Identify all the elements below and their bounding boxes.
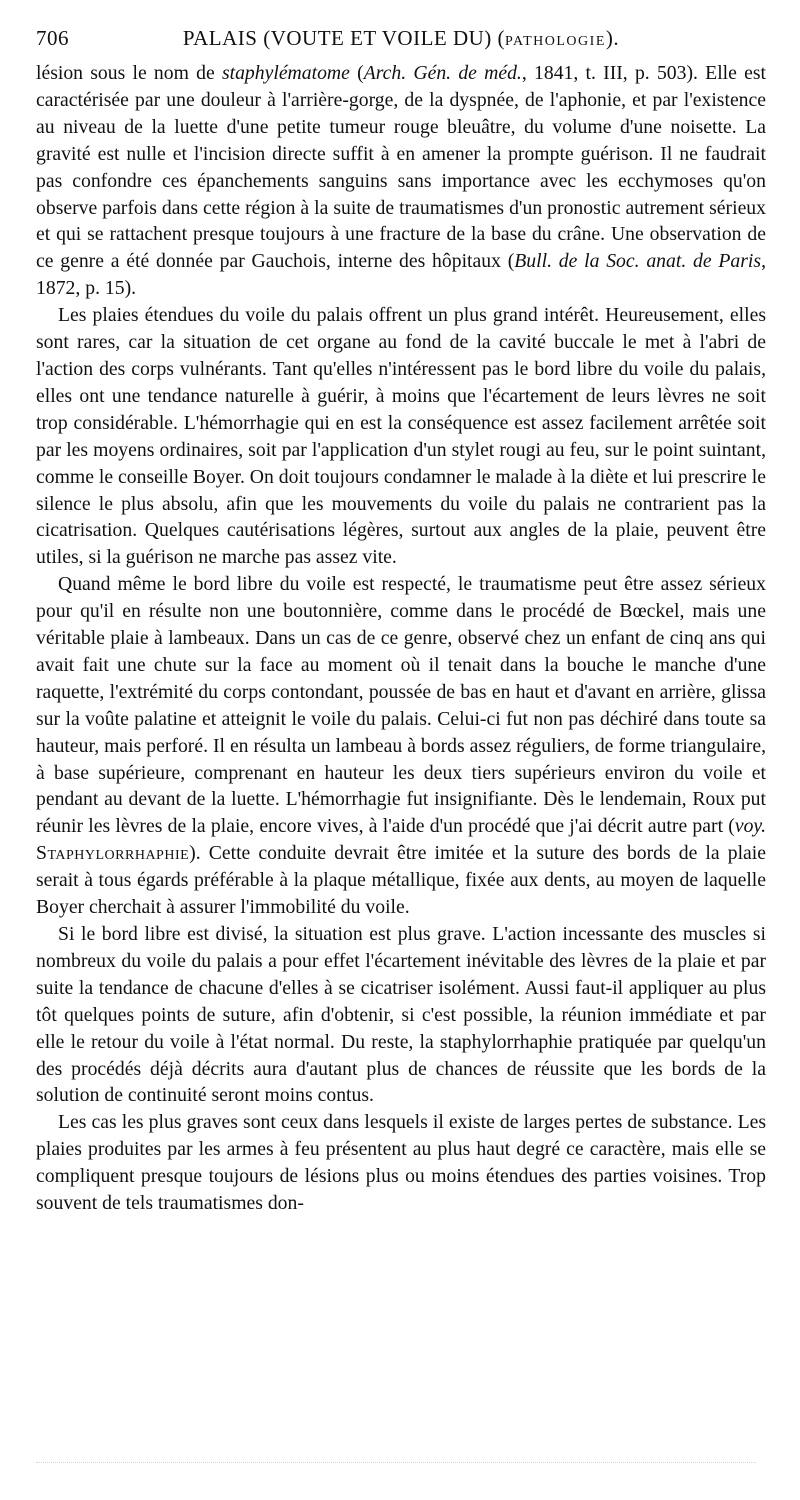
paragraph-1-text-g: , 1872, p. 15).: [36, 250, 766, 300]
page-number: 706: [36, 26, 69, 50]
paragraph-3: [36, 571, 766, 921]
paragraph-3-text-a: Quand même le bord libre du voile est respecté, le traumatisme peut être assez sérieux pour qu'il en résulte non une boutonnière, comme dans le procédé de Bœckel, mais une véritable plaie à lambeaux. Dans un cas de ce genre, observé chez un enfant de cinq ans qui avait fait une chute sur la face au moment où il tenait dans la bouche le manche d'une raquette, l'extrémité du corps contondant, poussée de bas en haut et d'avant en arrière, glissa sur la voûte palatine et atteignit le voile du palais. Celui-ci fut non pas déchiré dans toute sa hauteur, mais perforé. Il en résulta un lambeau à bords assez réguliers, de forme triangulaire, à base supérieure, comprenant en hauteur les deux tiers supérieurs environ du voile et pendant au devant de la luette. L'hémorrhagie fut insignifiante. Dès le lendemain, Roux put réunir les lèvres de la plaie, encore vives, à l'aide d'un procédé que j'ai décrit autre part (: [36, 573, 766, 838]
paragraph-4: Si le bord libre est divisé, la situation est plus grave. L'action incessante des muscles si nombreux du voile du palais a pour effet l'écartement inévitable des lèvres de la plaie et par suite la tendance de chacune d'elles à se cicatriser isolément. Aussi faut-il appliquer au plus tôt quelques points de suture, afin d'obtenir, si c'est possible, la réunion immédiate et par elle le retour du voile à l'état normal. Du reste, la staphylorrhaphie pratiquée par quelqu'un des procédés déjà décrits aura d'autant plus de chances de réussite que les bords de la solution de continuité seront moins contus.: [36, 923, 766, 1107]
body-text: [36, 60, 766, 1217]
header-title-close: ).: [605, 26, 620, 50]
paragraph-2: Les plaies étendues du voile du palais offrent un plus grand intérêt. Heureusement, elles sont rares, car la situation de cet organe au fond de la cavité buccale le met à l'abri de l'action des corps vulnérants. Tant qu'elles n'intéressent pas le bord libre du voile du palais, elles ont une tendance naturelle à guérir, à moins que l'écartement de leurs lèvres ne soit trop considérable. L'hémorrhagie qui en est la conséquence est assez facilement arrêtée soit par les moyens ordinaires, soit par l'application d'un stylet rougi au feu, sur le point suintant, comme le conseille Boyer. On doit toujours condamner le malade à la diète et lui prescrire le silence le plus absolu, afin que les mouvements du voile du palais ne contrarient pas la cicatrisation. Quelques cautérisations légères, surtout aux angles de la plaie, peuvent être utiles, si la guérison ne marche pas assez vite.: [36, 304, 766, 569]
paragraph-1: [36, 60, 766, 302]
term-staphylematome: staphylématome: [221, 62, 350, 84]
cross-reference-voy: voy.: [734, 815, 766, 838]
running-head: [36, 26, 766, 60]
citation-bull-soc-anat: Bull. de la Soc. anat. de Paris: [514, 250, 762, 273]
page-title: [106, 26, 766, 51]
paragraph-1-text-a: lésion sous le nom de: [36, 62, 222, 84]
citation-arch-gen-med: Arch. Gén. de méd.: [363, 62, 522, 84]
footer-divider: [36, 1462, 756, 1463]
document-page: [36, 26, 766, 1217]
paragraph-5: Les cas les plus graves sont ceux dans lesquels il existe de larges pertes de substance. Les plaies produites par les armes à feu présentent au plus haut degré ce caractère, mais elle se compliquent presque toujours de lésions plus ou moins étendues des parties voisines. Trop souvent de tels traumatismes don-: [36, 1111, 766, 1215]
paragraph-3-text-e: ). Cette conduite devrait être imitée et la suture des bords de la plaie serait à tous égards préférable à la plaque métallique, fixée aux dents, au moyen de laquelle Boyer cherchait à assurer l'immobilité du voile.: [36, 842, 766, 919]
paragraph-1-text-e: , 1841, t. III, p. 503). Elle est caractérisée par une douleur à l'arrière-gorge, de la dyspnée, de l'aphonie, et par l'existence au niveau de la luette d'une petite tumeur rouge bleuâtre, du volume d'une noisette. La gravité est nulle et l'incision directe suffit à en amener la prompte guérison. Il ne faudrait pas confondre ces épanchements sanguins sans importance avec les ecchymoses qu'on observe parfois dans cette région à la suite de traumatismes d'un pronostic autrement sérieux et qui se rattachent presque toujours à une fracture de la base du crâne. Une observation de ce genre a été donnée par Gauchois, interne des hôpitaux (: [36, 62, 766, 273]
paragraph-1-text-c: (: [349, 62, 364, 84]
header-title-main: PALAIS (VOUTE ET VOILE DU) (: [182, 26, 506, 50]
cross-reference-staphylorrhaphie: Staphylorrhaphie: [36, 842, 190, 865]
header-section: PATHOLOGIE: [505, 34, 606, 49]
